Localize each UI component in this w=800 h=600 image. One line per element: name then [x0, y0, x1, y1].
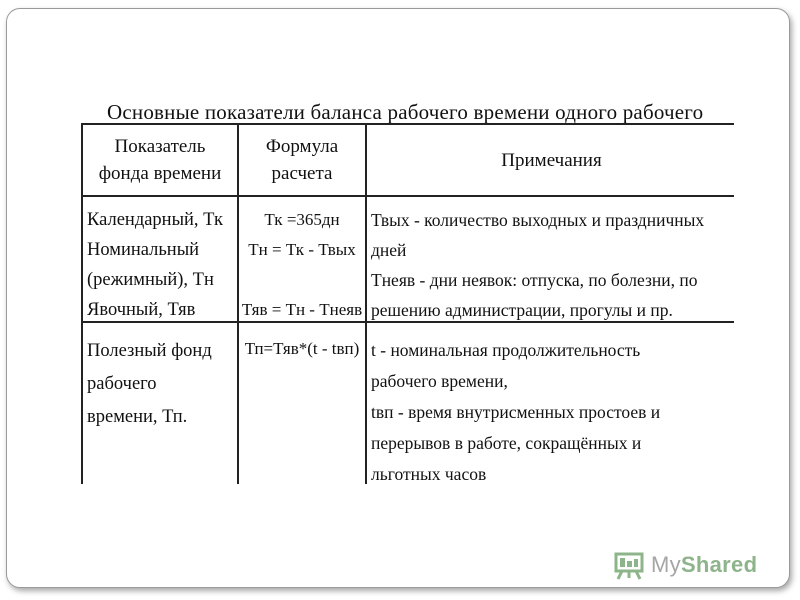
header-notes: Примечания	[501, 150, 602, 171]
page-title: Основные показатели баланса рабочего времени одного рабочего	[107, 100, 704, 124]
row-divider	[83, 195, 734, 197]
slide	[6, 8, 790, 588]
row2-formula: Тп=Тяв*(t - tвп)	[244, 339, 360, 358]
column-divider	[365, 125, 367, 484]
row2-note: t - номинальная продолжительность рабочего времени, tвп - время внутрисменных простоев и перерывов в работе, сокращённых и льготных часов	[371, 340, 661, 484]
presentation-board-icon	[613, 549, 645, 581]
header-indicator: Показатель фонда времени	[98, 136, 222, 184]
row1-indicator: Календарный, Тк Номинальный (режимный), Тн Явочный, Тяв	[87, 210, 223, 320]
row1-note: Твых - количество выходных и праздничных дней Тнеяв - дни неявок: отпуска, по болезни, по решению администрации, прогулы и пр.	[371, 210, 705, 320]
myshared-logo: MyShared	[613, 549, 757, 581]
row2-indicator: Полезный фонд рабочего времени, Тп.	[87, 341, 212, 427]
balance-table	[81, 123, 734, 484]
header-formula: Формула расчета	[265, 136, 339, 184]
row1-formula: Тк =365дн Тн = Тк - Твых Тяв = Тн - Тнеяв	[241, 210, 363, 319]
